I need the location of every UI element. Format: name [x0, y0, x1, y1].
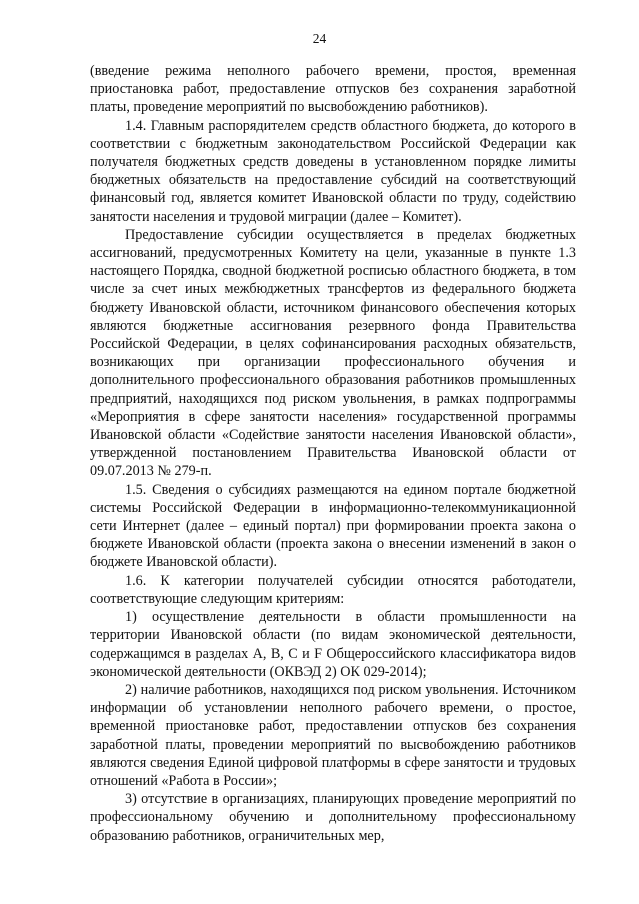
- criterion-2: 2) наличие работников, находящихся под риском увольнения. Источником информации об установлении неполного рабочего времени, о простое, временной приостановке работ, предоставлении отпусков без сохранения заработной платы, проведении мероприятий по высвобождению работников являются сведения Единой цифровой платформы в сфере занятости и трудовых отношений «Работа в России»;: [90, 681, 576, 789]
- page-number: 24: [312, 31, 327, 46]
- paragraph-1-4: 1.4. Главным распорядителем средств областного бюджета, до которого в соответствии с бюджетным законодательством Российской Федерации как получателя бюджетных средств доведены в установленном порядке лимиты бюджетных обязательств на предоставление субсидий на соответствующий финансовый год, является комитет Ивановской области по труду, содействию занятости населения и трудовой миграции (далее – Комитет).: [90, 117, 576, 225]
- paragraph-subsidy-provision: Предоставление субсидии осуществляется в пределах бюджетных ассигнований, предусмотренных Комитету на цели, указанные в пункте 1.3 настоящего Порядка, сводной бюджетной росписью областного бюджета, в том числе за счет иных межбюджетных трансфертов из федерального бюджета бюджету Ивановской области, источником финансового обеспечения которых являются бюджетные ассигнования резервного фонда Правительства Российской Федерации, в целях софинансирования расходных обязательств, возникающих при организации профессионального обучения и дополнительного профессионального образования работников промышленных предприятий, находящихся под риском увольнения, в рамках подпрограммы «Мероприятия в сфере занятости населения» государственной программы Ивановской области «Содействие занятости населения Ивановской области», утвержденной постановлением Правительства Ивановской области от 09.07.2013 № 279-п.: [90, 226, 576, 480]
- paragraph-1-6: 1.6. К категории получателей субсидии относятся работодатели, соответствующие следующим критериям:: [90, 572, 576, 607]
- criterion-3: 3) отсутствие в организациях, планирующих проведение мероприятий по профессиональному обучению и дополнительному профессиональному образованию работников, ограничительных мер,: [90, 791, 576, 844]
- criterion-1: 1) осуществление деятельности в области промышленности на территории Ивановской области (по видам экономической деятельности, содержащимся в разделах A, B, C и F Общероссийского классификатора видов экономической деятельности (ОКВЭД 2) ОК 029-2014);: [90, 609, 576, 680]
- document-body: [90, 62, 576, 845]
- paragraph-1: (введение режима неполного рабочего времени, простоя, временная приостановка работ, предоставление отпусков без сохранения заработной платы, проведение мероприятий по высвобождению работников).: [90, 63, 576, 116]
- paragraph-1-5: 1.5. Сведения о субсидиях размещаются на едином портале бюджетной системы Российской Федерации в информационно-телекоммуникационной сети Интернет (далее – единый портал) при формировании проекта закона о бюджете Ивановской области (проекта закона о внесении изменений в закон о бюджете Ивановской области).: [90, 481, 576, 571]
